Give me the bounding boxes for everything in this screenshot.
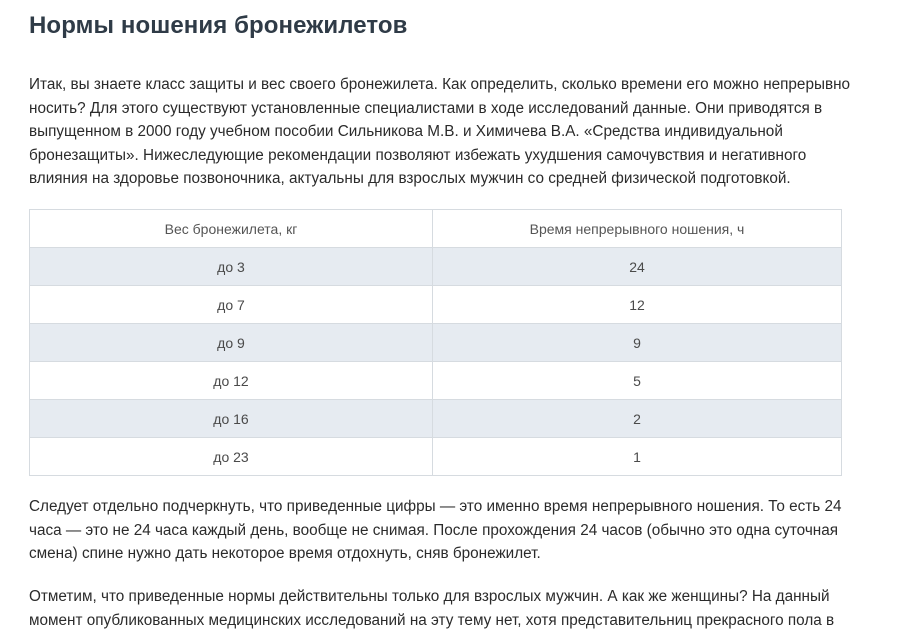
time-cell: 9 (433, 324, 842, 362)
time-cell: 1 (433, 438, 842, 476)
table-header-row (30, 210, 842, 248)
time-cell: 5 (433, 362, 842, 400)
weight-cell: до 16 (30, 400, 433, 438)
weight-cell: до 7 (30, 286, 433, 324)
weight-cell: до 12 (30, 362, 433, 400)
table-row (30, 438, 842, 476)
weight-cell: до 3 (30, 248, 433, 286)
table-row (30, 248, 842, 286)
column-header-time: Время непрерывного ношения, ч (433, 210, 842, 248)
time-cell: 12 (433, 286, 842, 324)
clarification-paragraph: Следует отдельно подчеркнуть, что приведенные цифры — это именно время непрерывного ношения. То есть 24 часа — это не 24 часа каждый день, вообще не снимая. После прохождения 24 часов (обычно это одна суточная смена) спине нужно дать некоторое время отдохнуть, сняв бронежилет. (29, 498, 842, 562)
time-cell: 2 (433, 400, 842, 438)
column-header-weight: Вес бронежилета, кг (30, 210, 433, 248)
intro-paragraph: Итак, вы знаете класс защиты и вес своего бронежилета. Как определить, сколько времени его можно непрерывно носить? Для этого существуют установленные специалистами в ходе исследований данные. Они приводятся в выпущенном в 2000 году учебном пособии Сильникова М.В. и Химичева В.А. «Средства индивидуальной бронезащиты». Нижеследующие рекомендации позволяют избежать ухудшения самочувствия и негативного влияния на здоровье позвоночника, актуальны для взрослых мужчин со средней физической подготовкой. (29, 76, 851, 187)
table-row (30, 286, 842, 324)
table-row (30, 362, 842, 400)
weight-cell: до 9 (30, 324, 433, 362)
article-title: Нормы ношения бронежилетов (29, 12, 408, 39)
wear-norms-table (29, 209, 842, 476)
women-note-paragraph: Отметим, что приведенные нормы действительны только для взрослых мужчин. А как же женщины? На данный момент опубликованных медицинских исследований на эту тему нет, хотя представительниц прекрасного пола в (29, 588, 835, 629)
table-row (30, 324, 842, 362)
time-cell: 24 (433, 248, 842, 286)
weight-cell: до 23 (30, 438, 433, 476)
table-row (30, 400, 842, 438)
